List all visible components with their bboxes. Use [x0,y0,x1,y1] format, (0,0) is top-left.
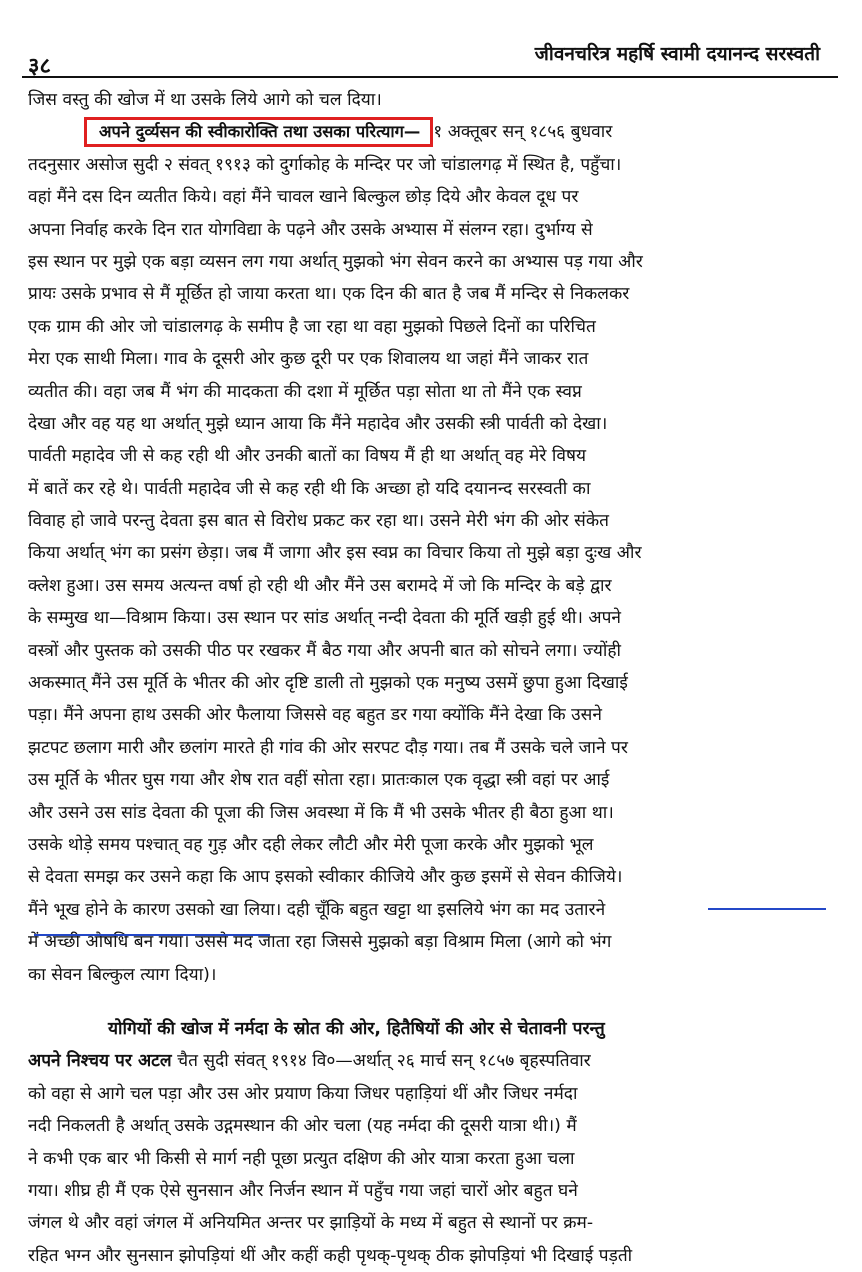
section2-line: रहित भग्न और सुनसान झोपड़ियां थीं और कहीं कही पृथक्-पृथक् ठीक झोपड़ियां भी दिखाई पड़ती [28,1245,633,1266]
section1-line: विवाह हो जावे परन्तु देवता इस बात से विरोध प्रकट कर रहा था। उसने मेरी भंग की ओर संकेत [28,511,609,532]
section1-first-line-rest: १ अक्तूबर सन् १८५६ बुधवार [433,122,613,143]
section1-line: व्यतीत की। वहा जब मैं भंग की मादकता की दशा में मूर्छित पड़ा सोता था तो मैंने एक स्वप्न [28,381,582,402]
section2-heading-cont: अपने निश्चय पर अटल [28,1051,172,1072]
section1-heading: अपने दुर्व्यसन की स्वीकारोक्ति तथा उसका परित्याग— [99,122,421,142]
section2-line-rest: चैत सुदी संवत् १९१४ वि०—अर्थात् २६ मार्च सन् १८५७ बृहस्पतिवार [177,1051,591,1072]
section1-line: और उसने उस सांड देवता की पूजा की जिस अवस्था में कि मैं भी उसके भीतर ही बैठा हुआ था। [28,802,614,823]
section1-line: उसके थोड़े समय पश्चात् वह गुड़ और दही लेकर लौटी और मेरी पूजा करके और मुझको भूल [28,834,594,855]
section1-line: पार्वती महादेव जी से कह रही थी और उनकी बातों का विषय मैं ही था अर्थात् वह मेरे विषय [28,446,586,467]
section1-line: एक ग्राम की ओर जो चांडालगढ़ के समीप है जा रहा था वहा मुझको पिछले दिनों का परिचित [28,316,596,337]
section1-line: में अच्छी औषधि बन गया। उससे मद जाता रहा जिससे मुझको बड़ा विश्राम मिला (आगे को भंग [28,932,612,953]
section1-line: अकस्मात् मैंने उस मूर्ति के भीतर की ओर दृष्टि डाली तो मुझको एक मनुष्य उसमें छुपा हुआ दिखाई [28,673,628,694]
section1-line: झटपट छलाग मारी और छलांग मारते ही गांव की ओर सरपट दौड़ गया। तब मैं उसके चले जाने पर [28,737,628,758]
blue-underline-right [708,908,826,910]
section1-line: के सम्मुख था—विश्राम किया। उस स्थान पर सांड अर्थात् नन्दी देवता की मूर्ति खड़ी हुई थी। अपने [28,608,622,629]
section1-line: देखा और वह यह था अर्थात् मुझे ध्यान आया कि मैंने महादेव और उसकी स्त्री पार्वती को देखा। [28,413,608,434]
blue-underline-left [34,934,270,936]
section1-line: पड़ा। मैंने अपना हाथ उसकी ओर फैलाया जिससे वह बहुत डर गया क्योंकि मैंने देखा कि उसने [28,705,602,726]
section1-line: अपना निर्वाह करके दिन रात योगविद्या के पढ़ने और उसके अभ्यास में संलग्न रहा। दुर्भाग्य से [28,219,593,240]
section2-line-with-heading [28,1045,834,1077]
section1-line: मैंने भूख होने के कारण उसको खा लिया। दही चूँकि बहुत खट्टा था इसलिये भंग का मद उतारने [28,899,606,920]
section1-line: मेरा एक साथी मिला। गाव के दूसरी ओर कुछ दूरी पर एक शिवालय था जहां मैंने जाकर रात [28,349,589,370]
section1-line: क्लेश हुआ। उस समय अत्यन्त वर्षा हो रही थी और मैंने उस बरामदे में जो कि मन्दिर के बड़े द्वार [28,575,612,596]
running-head: जीवनचरित्र महर्षि स्वामी दयानन्द सरस्वती [534,43,820,65]
page-number: ३८ [28,54,51,79]
section1-line: में बातें कर रहे थे। पार्वती महादेव जी से कह रही थी कि अच्छा हो यदि दयानन्द सरस्वती का [28,478,591,499]
section1-heading-highlight [84,117,433,147]
section1-line: का सेवन बिल्कुल त्याग दिया)। [28,964,217,985]
section2-line: नदी निकलती है अर्थात् उसके उद्गमस्थान की ओर चला (यह नर्मदा की दूसरी यात्रा थी।) मैं [28,1116,577,1137]
section2-heading: योगियों की खोज में नर्मदा के स्रोत की ओर, हितैषियों की ओर से चेतावनी परन्तु [108,1018,605,1039]
section2-line: को वहा से आगे चल पड़ा और उस ओर प्रयाण किया जिधर पहाड़ियां थीं और जिधर नर्मदा [28,1083,578,1104]
section-gap [28,991,834,1013]
section1-line: उस मूर्ति के भीतर घुस गया और शेष रात वहीं सोता रहा। प्रातःकाल एक वृद्धा स्त्री वहां पर आई [28,770,610,791]
section1-line: वहां मैंने दस दिन व्यतीत किये। वहां मैंने चावल खाने बिल्कुल छोड़ दिये और केवल दूध पर [28,187,579,208]
section1-line: इस स्थान पर मुझे एक बड़ा व्यसन लग गया अर्थात् मुझको भंग सेवन करने का अभ्यास पड़ गया और [28,251,643,272]
header-rule [22,76,838,78]
section2-line: ने कभी एक बार भी किसी से मार्ग नही पूछा प्रत्युत दक्षिण की ओर यात्रा करता हुआ चला [28,1148,575,1169]
section1-line: प्रायः उसके प्रभाव से मैं मूर्छित हो जाया करता था। एक दिन की बात है जब मैं मन्दिर से निकलकर [28,284,630,305]
section1-line: तदनुसार असोज सुदी २ संवत् १९१३ को दुर्गाकोह के मन्दिर पर जो चांडालगढ़ में स्थित है, पहुँचा। [28,154,622,175]
section1-line: से देवता समझ कर उसने कहा कि आप इसको स्वीकार कीजिये और कुछ इसमें से सेवन कीजिये। [28,867,623,888]
section1-line: किया अर्थात् भंग का प्रसंग छेड़ा। जब मैं जागा और इस स्वप्न का विचार किया तो मुझे बड़ा दुःख और [28,543,642,564]
section2-line: गया। शीघ्र ही मैं एक ऐसे सुनसान और निर्जन स्थान में पहुँच गया जहां चारों ओर बहुत घने [28,1180,578,1201]
body-text [28,84,834,1272]
section2-line: जंगल थे और वहां जंगल में अनियमित अन्तर पर झाड़ियों के मध्य में बहुत से स्थानों पर क्रम- [28,1213,594,1234]
section1-first-line [28,116,834,148]
intro-line: जिस वस्तु की खोज में था उसके लिये आगे को चल दिया। [28,90,382,110]
section1-line: वस्त्रों और पुस्तक को उसकी पीठ पर रखकर मैं बैठ गया और अपनी बात को सोचने लगा। ज्योंही [28,640,622,661]
